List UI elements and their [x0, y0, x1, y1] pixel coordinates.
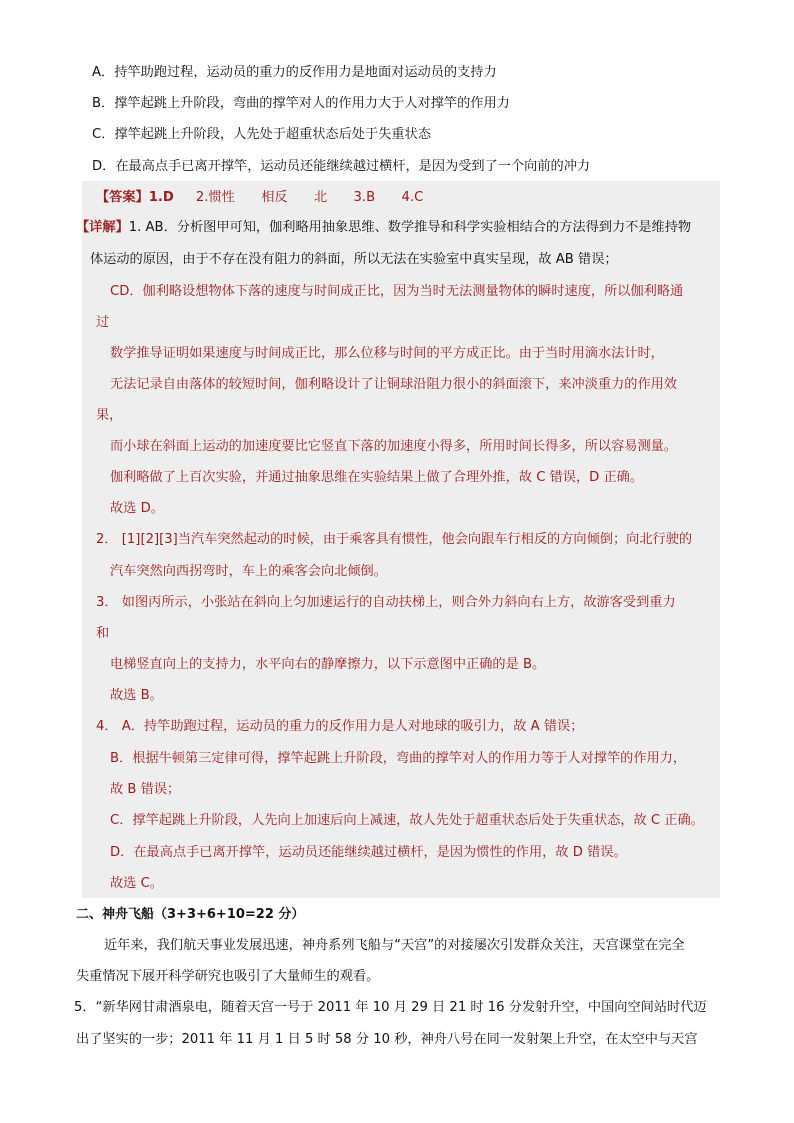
detail-background: [94, 270, 720, 898]
detail-line-20: C．撑竿起跳上升阶段，人先向上加速后向上减速，故人先处于超重状态后处于失重状态，故 C 正确。: [110, 813, 704, 828]
detail-line-17: 4． A．持竿助跑过程，运动员的重力的反作用力是人对地球的吸引力，故 A 错误；: [96, 719, 584, 734]
detail-line-13: 3． 如图丙所示，小张站在斜向上匀加速运行的自动扶梯上，则合外力斜向右上方，故游客受到重力: [96, 595, 676, 610]
option-c: C．撑竿起跳上升阶段，人先处于超重状态后处于失重状态: [92, 127, 431, 142]
detail-line-12: 汽车突然向西拐弯时，车上的乘客会向北倾倒。: [110, 564, 387, 579]
section-heading: 二、神舟飞船（3+3+6+10=22 分）: [76, 907, 305, 922]
detail-line-19: 故 B 错误；: [110, 782, 181, 797]
answer-values: 2.惯性 相反 北 3.B 4.C: [195, 190, 424, 205]
section-intro-1: 近年来，我们航天事业发展迅速，神舟系列飞船与“天宫”的对接屡次引发群众关注，天宫课堂在完全: [104, 938, 685, 953]
detail-line-10: 故选 D。: [110, 501, 164, 516]
detail-line-3: CD．伽利略设想物体下落的速度与时间成正比，因为当时无法测量物体的瞬时速度，所以伽利略通: [110, 284, 684, 299]
detail-line-9: 伽利略做了上百次实验，并通过抽象思维在实验结果上做了合理外推，故 C 错误，D 正确。: [110, 470, 644, 485]
detail-line-8: 而小球在斜面上运动的加速度要比它竖直下落的加速度小得多，所用时间长得多，所以容易测量。: [110, 439, 678, 454]
detail-line-15: 电梯竖直向上的支持力，水平向右的静摩擦力，以下示意图中正确的是 B。: [110, 657, 546, 672]
detail-line-21: D．在最高点手已离开撑竿，运动员还能继续越过横杆，是因为惯性的作用，故 D 错误。: [110, 845, 627, 860]
detail-line-5: 数学推导证明如果速度与时间成正比，那么位移与时间的平方成正比。由于当时用滴水法计时，: [110, 346, 664, 361]
detail-line-18: B．根据牛顿第三定律可得，撑竿起跳上升阶段，弯曲的撑竿对人的作用力等于人对撑竿的作用力，: [110, 751, 687, 766]
answer-label: 【答案】1.D: [96, 190, 174, 205]
question5-line-2: 出了坚实的一步；2011 年 11 月 1 日 5 时 58 分 10 秒，神舟八号在同一发射架上升空，在太空中与天宫: [76, 1032, 698, 1047]
option-d: D．在最高点手已离开撑竿，运动员还能继续越过横杆，是因为受到了一个向前的冲力: [92, 159, 591, 174]
detail-line-11: 2． [1][2][3]当汽车突然起动的时候，由于乘客具有惯性，他会向跟车行相反的方向倾倒；向北行驶的: [96, 532, 693, 547]
detail-line-14: 和: [96, 626, 110, 641]
detail-line-6: 无法记录自由落体的较短时间，伽利略设计了让铜球沿阻力很小的斜面滚下，来冲淡重力的作用效: [110, 377, 678, 392]
answer-line: [96, 188, 423, 208]
detail-line-7: 果，: [96, 408, 123, 423]
section-intro-2: 失重情况下展开科学研究也吸引了大量师生的观看。: [76, 969, 380, 984]
detail-line-16: 故选 B。: [110, 688, 163, 703]
detail-line-4: 过: [96, 315, 110, 330]
detail-line-1: 【详解】1. AB．分析图甲可知，伽利略用抽象思维、数学推导和科学实验相结合的方法得到力不是维持物: [76, 220, 692, 235]
detail-line-22: 故选 C。: [110, 876, 163, 891]
option-b: B．撑竿起跳上升阶段，弯曲的撑竿对人的作用力大于人对撑竿的作用力: [92, 96, 510, 111]
detail-line-2: 体运动的原因，由于不存在没有阻力的斜面，所以无法在实验室中真实呈现，故 AB 错误；: [90, 252, 618, 267]
detail-label: 【详解】: [76, 220, 129, 235]
question5-line-1: 5．“新华网甘肃酒泉电，随着天宫一号于 2011 年 10 月 29 日 21 时 16 分发射升空，中国向空间站时代迈: [74, 1000, 707, 1015]
option-a: A．持竿助跑过程，运动员的重力的反作用力是地面对运动员的支持力: [92, 65, 497, 80]
